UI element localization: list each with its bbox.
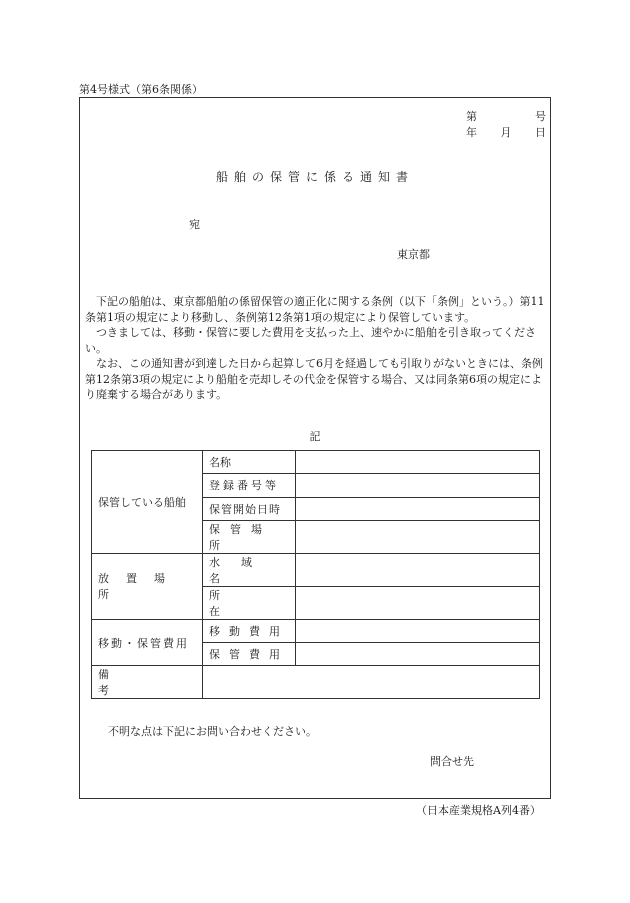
notice-body (85, 294, 547, 403)
date-day-label: 日 (535, 126, 546, 139)
name-label-cell (203, 451, 296, 474)
paper-size-note: （日本産業規格A列4番） (416, 804, 541, 817)
location-label-cell (203, 586, 296, 619)
cost-group-cell (92, 619, 203, 666)
notice-title: 船舶の保管に係る通知書 (215, 170, 414, 184)
addressee-suffix: 宛 (189, 218, 200, 231)
date-year-label: 年 (466, 126, 477, 139)
move-cost-label-cell (203, 619, 296, 642)
body-paragraph-2: つきましては、移動・保管に要した費用を支払った上、速やかに船舶を引き取ってください。 (85, 326, 536, 355)
issuer-name: 東京都 (397, 248, 430, 261)
abandon-group-label: 放置場所 (98, 572, 182, 602)
form-number-header: 第4号様式（第6条関係） (79, 83, 203, 96)
storage-place-label-cell (203, 520, 296, 553)
contact-label: 問合せ先 (430, 755, 474, 768)
table-row (92, 619, 540, 642)
inquiry-text: 不明な点は下記にお問い合わせください。 (108, 725, 317, 738)
reg-no-value-cell (296, 474, 540, 497)
reg-no-label-cell (203, 474, 296, 497)
move-cost-value-cell (296, 619, 540, 642)
storage-cost-value-cell (296, 643, 540, 666)
abandon-group-cell (92, 553, 203, 619)
body-paragraph-1: 下記の船舶は、東京都船舶の係留保管の適正化に関する条例（以下「条例」という。）第11条第1項の規定により移動し、条例第12条第1項の規定により保管しています。 (85, 295, 545, 324)
date-month-label: 月 (500, 126, 512, 139)
vessel-group-cell (92, 451, 203, 554)
name-value-cell (296, 451, 540, 474)
storage-cost-label: 保管費用 (209, 648, 289, 662)
ki-heading: 記 (309, 430, 321, 443)
move-cost-label: 移動費用 (209, 625, 289, 639)
water-area-value-cell (296, 553, 540, 586)
storage-place-label: 保管場所 (209, 522, 272, 552)
water-area-label-cell (203, 553, 296, 586)
water-area-label: 水域名 (209, 555, 273, 585)
start-datetime-label: 保管開始日時 (209, 502, 281, 516)
notice-date-line (466, 124, 546, 140)
reg-no-label: 登録番号等 (209, 479, 279, 493)
remarks-label-cell (92, 666, 203, 699)
number-gou-label: 号 (535, 110, 546, 123)
number-dai-label: 第 (466, 110, 477, 123)
body-paragraph-3: なお、この通知書が到達した日から起算して6月を経過しても引取りがないときには、条例第12条第3項の規定により船舶を売却しその代金を保管する場合、又は同条第6項の規定により廃棄する場合があります。 (85, 357, 543, 401)
vessel-info-table (91, 450, 540, 699)
location-value-cell (296, 586, 540, 619)
location-label: 所在 (209, 588, 276, 618)
cost-group-label: 移動・保管費用 (98, 636, 189, 650)
table-row (92, 553, 540, 586)
storage-place-value-cell (296, 520, 540, 553)
start-datetime-value-cell (296, 497, 540, 520)
vessel-group-label: 保管している船舶 (98, 495, 186, 509)
notice-number-line (466, 108, 546, 124)
table-row (92, 666, 540, 699)
table-row (92, 451, 540, 474)
start-datetime-label-cell (203, 497, 296, 520)
name-label: 名称 (209, 456, 231, 470)
remarks-label: 備考 (98, 668, 171, 698)
storage-cost-label-cell (203, 643, 296, 666)
remarks-value-cell (203, 666, 540, 699)
